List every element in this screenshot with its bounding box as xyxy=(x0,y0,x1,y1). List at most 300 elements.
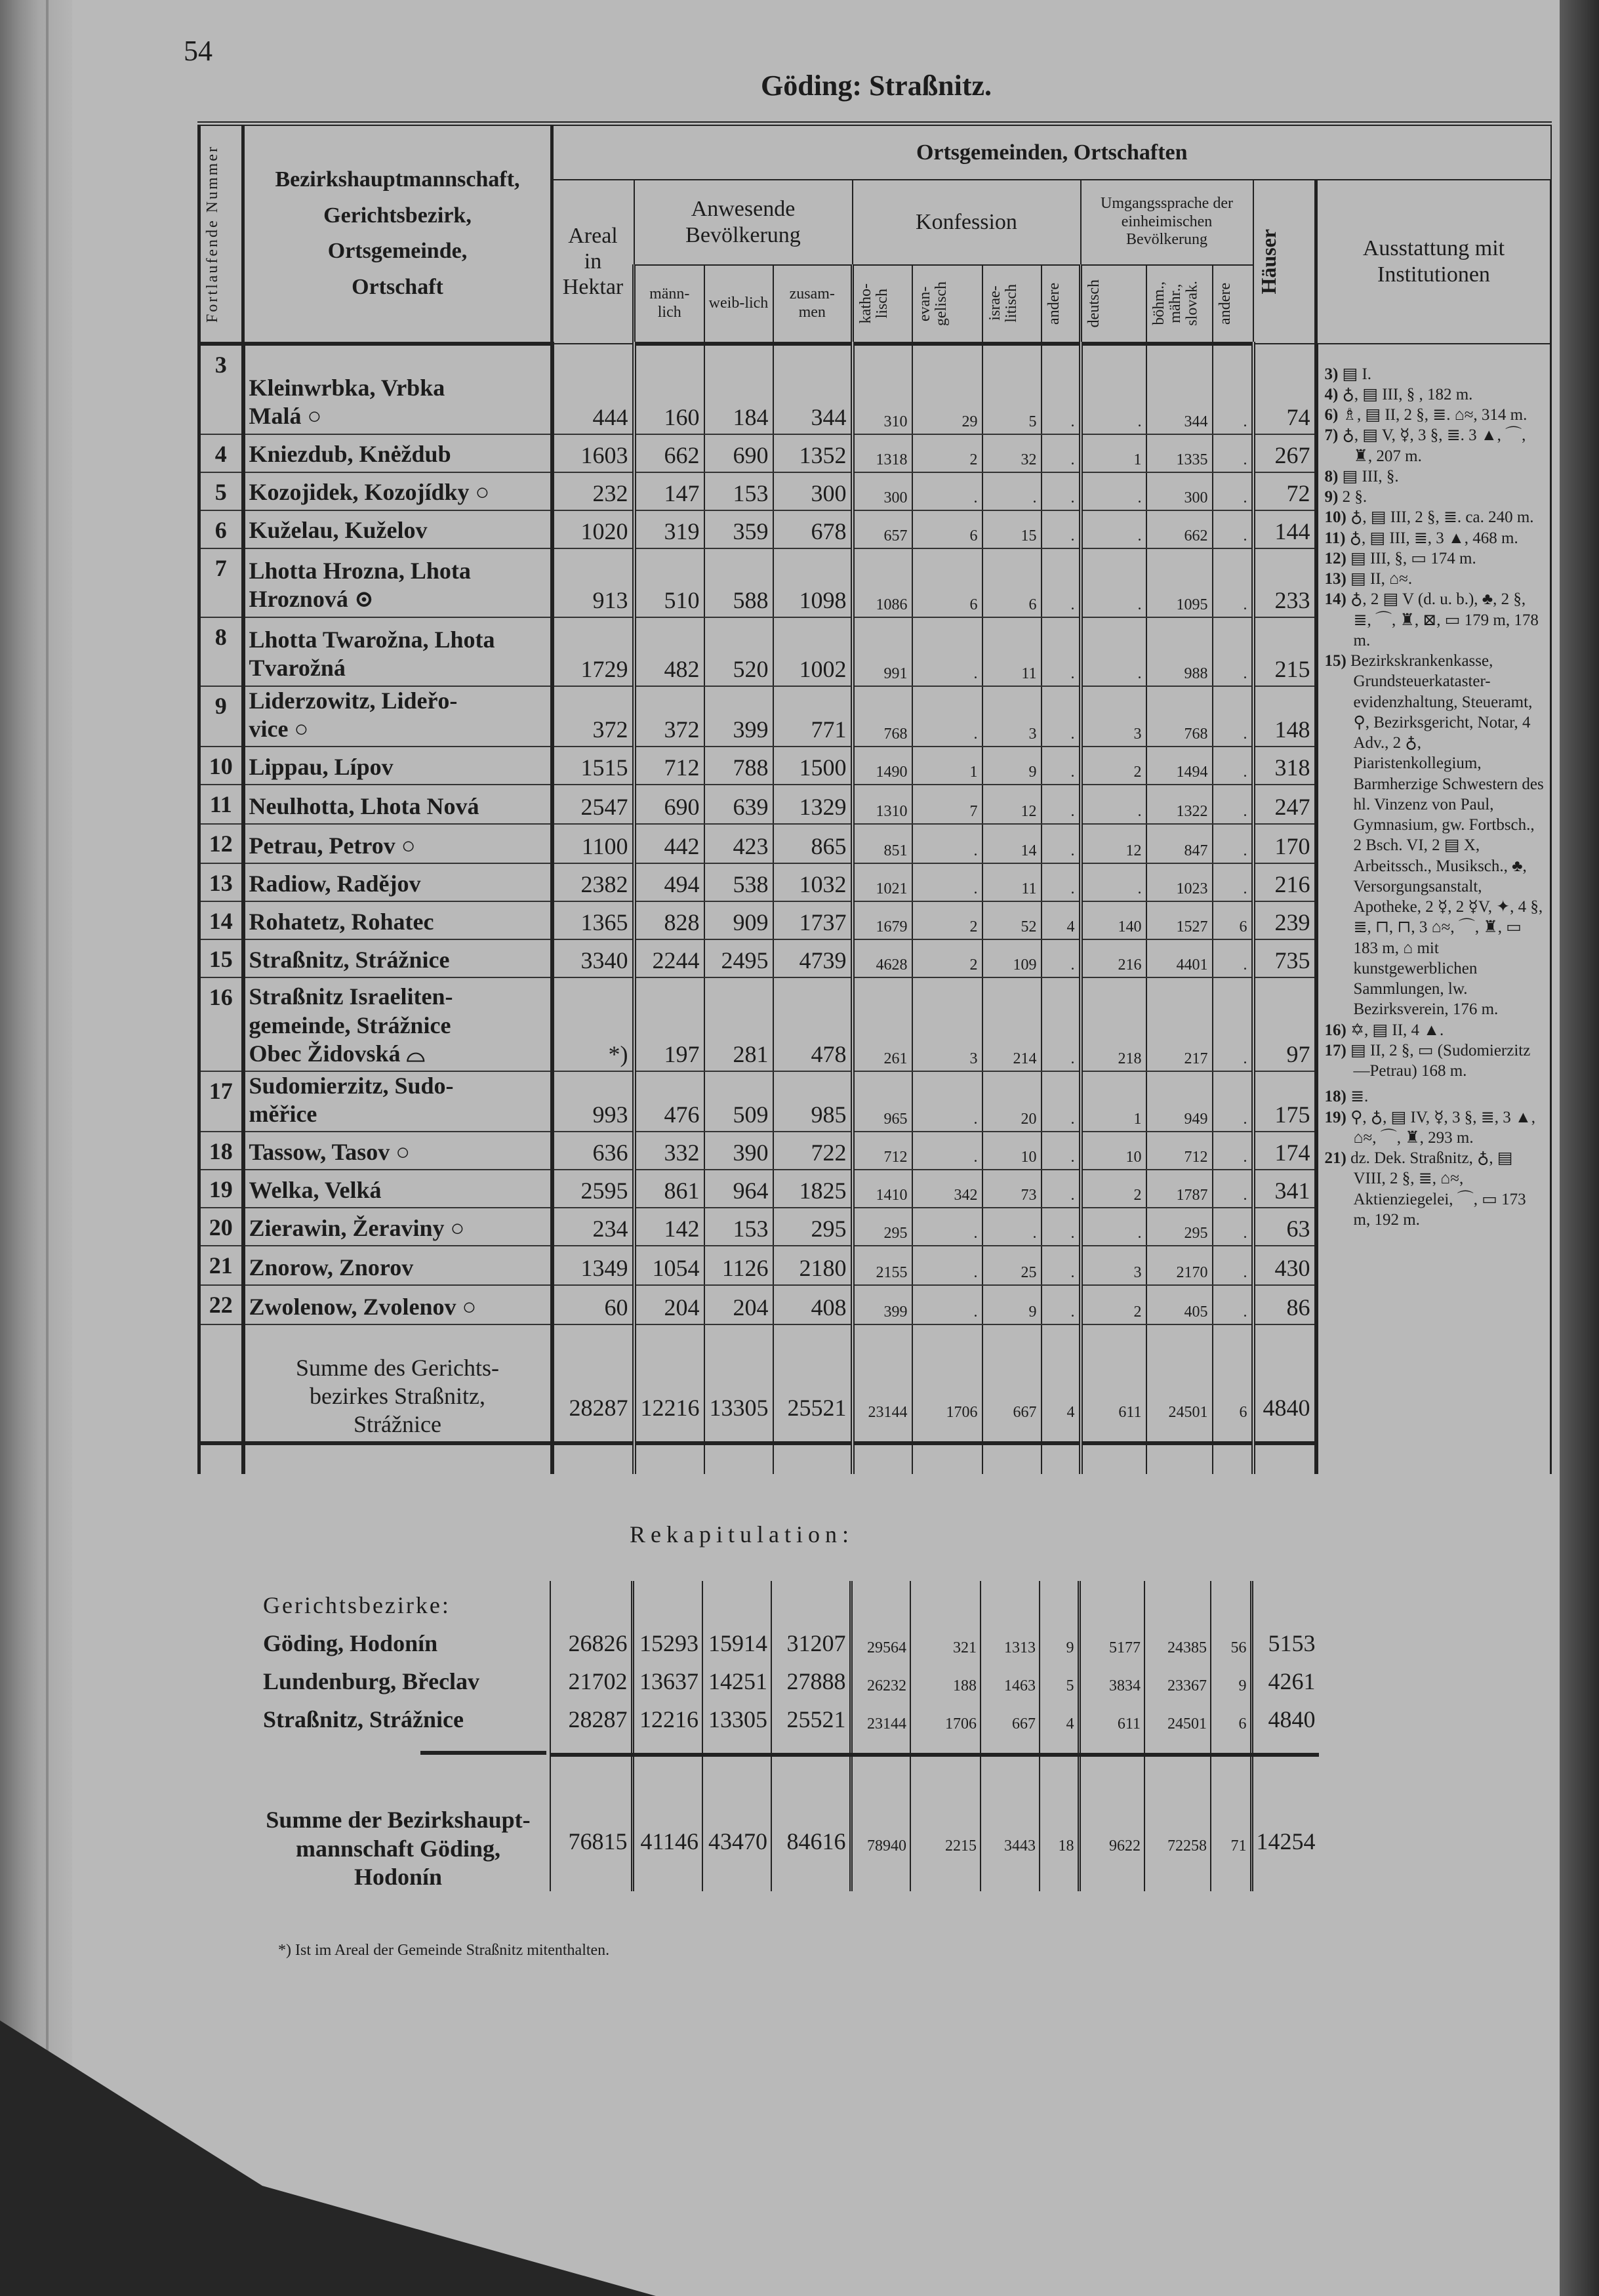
cell-evang: . xyxy=(912,1285,982,1324)
equipment-ref: 17) xyxy=(1324,1041,1346,1059)
cell-w: 639 xyxy=(704,785,773,824)
cell-deu: 3 xyxy=(1081,686,1146,747)
header-equipment: Ausstattung mit Institutionen xyxy=(1316,180,1551,344)
tail-cell xyxy=(1081,1443,1146,1474)
recap-evang: 321 xyxy=(910,1619,981,1657)
cell-areal: *) xyxy=(552,977,634,1071)
cell-houses: 97 xyxy=(1253,977,1316,1071)
cell-evang: 2 xyxy=(912,434,982,472)
page-number: 54 xyxy=(184,35,213,67)
table-row xyxy=(199,344,1551,434)
cell-and2: . xyxy=(1213,824,1253,863)
footnote: *) Ist im Areal der Gemeinde Straßnitz mitenthalten. xyxy=(278,1942,610,1959)
cell-areal: 1729 xyxy=(552,617,634,686)
subheader-label: deutsch xyxy=(1085,279,1103,328)
cell-and: . xyxy=(1042,1071,1081,1132)
place-name: Kozojidek, Kozojídky ○ xyxy=(243,472,552,510)
cell-and: 4 xyxy=(1042,901,1081,939)
cell-deu: 10 xyxy=(1081,1132,1146,1170)
cell-m: 476 xyxy=(634,1071,704,1132)
cell-isr: 32 xyxy=(982,434,1042,472)
cell-and: . xyxy=(1042,686,1081,747)
recap-row xyxy=(197,1619,1319,1657)
recap-label: Summe der Bezirkshaupt- mannschaft Göding, Hodonín xyxy=(266,1807,531,1890)
row-number: 20 xyxy=(199,1208,243,1246)
cell-and2: . xyxy=(1213,1246,1253,1285)
recap-deu xyxy=(1079,1733,1144,1755)
recap-and: 4 xyxy=(1040,1695,1079,1733)
cell-isr: 3 xyxy=(982,686,1042,747)
recap-isr: 1313 xyxy=(981,1619,1040,1657)
equipment-text: Bezirkskrankenkasse, Grundsteuerkataster-evidenzhaltung, Steueramt, ⚲, Bezirksgericht, Notar, 4 Adv., 2 ♁, Piaristenkollegium, Barmherzige Schwestern des hl. Vinzenz von Paul, Gymnasium, gw. Fortbsch., 2 Bsch. VI, 2 ▤ X, Arbeitssch., Musiksch., ♣, Versorgungsanstalt, Apotheke, 2 ☿, 2 ☿V, ✦, 4 §, ≣, ⊓, ⊓, 3 ⌂≈, ⌒, ♜, ▭ 183 m, ⌂ mit kunstgewerblichen Sammlungen, lw. Bezirksverein, 176 m. xyxy=(1350,652,1544,1019)
cell-houses: 63 xyxy=(1253,1208,1316,1246)
cell-isr: 15 xyxy=(982,510,1042,548)
cell-kath: 1086 xyxy=(853,548,912,617)
recap-rule xyxy=(197,1733,1319,1755)
cell-areal: 1349 xyxy=(552,1246,634,1285)
recap-m: 41146 xyxy=(632,1755,702,1891)
recap-kath xyxy=(851,1581,910,1619)
recap-and2: 56 xyxy=(1211,1619,1251,1657)
recap-z xyxy=(771,1733,851,1755)
cell-m: 2244 xyxy=(634,939,704,977)
cell-boh: 662 xyxy=(1146,510,1213,548)
equipment-ref: 10) xyxy=(1324,508,1346,527)
equipment-ref: 16) xyxy=(1324,1021,1346,1039)
cell-kath: 657 xyxy=(853,510,912,548)
place-name: Straßnitz Israeliten- gemeinde, Strážnice Obec Židovská ⌓ xyxy=(243,977,552,1071)
recap-areal: 28287 xyxy=(550,1695,632,1733)
cell-z: 478 xyxy=(773,977,853,1071)
cell-z: 408 xyxy=(773,1285,853,1324)
row-number: 4 xyxy=(199,434,243,472)
recap-label: Lundenburg, Břeclav xyxy=(263,1668,480,1694)
cell-areal: 60 xyxy=(552,1285,634,1324)
recap-kath: 78940 xyxy=(851,1755,910,1891)
tail-cell xyxy=(704,1443,773,1474)
recap-w xyxy=(702,1733,771,1755)
cell-isr: 11 xyxy=(982,863,1042,901)
subheader-cell xyxy=(1213,265,1253,344)
equipment-ref: 18) xyxy=(1324,1088,1346,1106)
place-name: Welka, Velká xyxy=(243,1170,552,1208)
equipment-entry xyxy=(1325,1040,1547,1082)
cell-and: . xyxy=(1042,747,1081,785)
cell-and: . xyxy=(1042,939,1081,977)
cell-boh: 1322 xyxy=(1146,785,1213,824)
row-number: 5 xyxy=(199,472,243,510)
recap-m xyxy=(632,1733,702,1755)
cell-deu: . xyxy=(1081,617,1146,686)
header-group: Ortsgemeinden, Ortschaften xyxy=(552,124,1551,180)
subheader-label: andere xyxy=(1216,282,1234,325)
tail-cell xyxy=(552,1443,634,1474)
cell-w: 204 xyxy=(704,1285,773,1324)
cell-houses: 247 xyxy=(1253,785,1316,824)
place-name: Zierawin, Žeraviny ○ xyxy=(243,1208,552,1246)
cell-and: . xyxy=(1042,510,1081,548)
equipment-text: ⚲, ♁, ▤ IV, ☿, 3 §, ≣, 3 ▲, ⌂≈, ⌒, ♜, 293 m. xyxy=(1350,1108,1535,1147)
recap-boh xyxy=(1144,1581,1211,1619)
equipment-text: ▤ III, §. xyxy=(1342,467,1399,485)
cell-and2: . xyxy=(1213,1170,1253,1208)
cell-m: 372 xyxy=(634,686,704,747)
row-number: 9 xyxy=(199,686,243,747)
cell-z: 1098 xyxy=(773,548,853,617)
cell-and: . xyxy=(1042,472,1081,510)
sum-m: 12216 xyxy=(634,1324,704,1443)
cell-and2: . xyxy=(1213,434,1253,472)
cell-boh: 847 xyxy=(1146,824,1213,863)
place-name: Kleinwrbka, Vrbka Malá ○ xyxy=(243,344,552,434)
recap-and2 xyxy=(1211,1581,1251,1619)
cell-isr: 9 xyxy=(982,1285,1042,1324)
binding-edge xyxy=(46,0,49,2099)
recap-areal: 21702 xyxy=(550,1657,632,1695)
recap-houses: 4840 xyxy=(1251,1695,1319,1733)
cell-w: 399 xyxy=(704,686,773,747)
cell-z: 771 xyxy=(773,686,853,747)
cell-kath: 1310 xyxy=(853,785,912,824)
cell-m: 442 xyxy=(634,824,704,863)
recap-areal: 26826 xyxy=(550,1619,632,1657)
recap-boh xyxy=(1144,1733,1211,1755)
cell-m: 482 xyxy=(634,617,704,686)
recap-and xyxy=(1040,1733,1079,1755)
cell-m: 861 xyxy=(634,1170,704,1208)
cell-deu: . xyxy=(1081,510,1146,548)
cell-deu: . xyxy=(1081,863,1146,901)
header-areal: Areal in Hektar xyxy=(552,180,634,344)
place-name: Lippau, Lípov xyxy=(243,747,552,785)
subheader-label: katho- lisch xyxy=(857,283,891,324)
equipment-ref: 11) xyxy=(1324,529,1346,547)
cell-evang: . xyxy=(912,824,982,863)
cell-and2: . xyxy=(1213,1132,1253,1170)
sum-and: 4 xyxy=(1042,1324,1081,1443)
cell-areal: 2382 xyxy=(552,863,634,901)
recap-evang: 1706 xyxy=(910,1695,981,1733)
cell-and2: . xyxy=(1213,510,1253,548)
cell-kath: 965 xyxy=(853,1071,912,1132)
cell-boh: 988 xyxy=(1146,617,1213,686)
cell-z: 1329 xyxy=(773,785,853,824)
cell-w: 1126 xyxy=(704,1246,773,1285)
cell-isr: 12 xyxy=(982,785,1042,824)
recap-and: 5 xyxy=(1040,1657,1079,1695)
equipment-entry xyxy=(1325,651,1547,1020)
cell-evang: 2 xyxy=(912,901,982,939)
recap-houses xyxy=(1251,1733,1319,1755)
recap-evang: 2215 xyxy=(910,1755,981,1891)
cell-areal: 636 xyxy=(552,1132,634,1170)
cell-and: . xyxy=(1042,1170,1081,1208)
cell-z: 295 xyxy=(773,1208,853,1246)
place-name: Kuželau, Kuželov xyxy=(243,510,552,548)
cell-isr: 10 xyxy=(982,1132,1042,1170)
equipment-ref: 12) xyxy=(1324,549,1346,567)
cell-m: 712 xyxy=(634,747,704,785)
subheader-cell xyxy=(1081,265,1146,344)
cell-evang: . xyxy=(912,1246,982,1285)
recap-w: 15914 xyxy=(702,1619,771,1657)
cell-isr: 73 xyxy=(982,1170,1042,1208)
subheader-cell xyxy=(982,265,1042,344)
place-name: Liderzowitz, Lideřo- vice ○ xyxy=(243,686,552,747)
cell-areal: 993 xyxy=(552,1071,634,1132)
equipment-entry xyxy=(1325,487,1547,507)
cell-kath: 768 xyxy=(853,686,912,747)
equipment-ref: 7) xyxy=(1324,426,1339,445)
recap-evang xyxy=(910,1733,981,1755)
right-page-edge xyxy=(1560,0,1599,2296)
cell-evang: 7 xyxy=(912,785,982,824)
cell-areal: 2547 xyxy=(552,785,634,824)
recap-and2: 6 xyxy=(1211,1695,1251,1733)
cell-z: 344 xyxy=(773,344,853,434)
cell-boh: 295 xyxy=(1146,1208,1213,1246)
recap-boh: 72258 xyxy=(1144,1755,1211,1891)
cell-z: 1500 xyxy=(773,747,853,785)
subheader-label: evan- gelisch xyxy=(916,281,950,326)
recap-houses: 14254 xyxy=(1251,1755,1319,1891)
cell-w: 520 xyxy=(704,617,773,686)
cell-m: 160 xyxy=(634,344,704,434)
header-name: Bezirkshauptmannschaft, Gerichtsbezirk, Ortsgemeinde, Ortschaft xyxy=(243,124,552,344)
tail-cell xyxy=(1146,1443,1213,1474)
cell-boh: 1095 xyxy=(1146,548,1213,617)
recap-total-row xyxy=(197,1755,1319,1891)
equipment-ref: 6) xyxy=(1324,406,1339,424)
recap-isr: 667 xyxy=(981,1695,1040,1733)
cell-evang: . xyxy=(912,472,982,510)
recap-label xyxy=(197,1733,550,1755)
equipment-entry xyxy=(1325,507,1547,527)
recap-z: 84616 xyxy=(771,1755,851,1891)
equipment-text: ♁, ▤ III, 2 §, ≣. ca. 240 m. xyxy=(1350,508,1534,527)
equipment-entry xyxy=(1325,548,1547,569)
subheader-cell xyxy=(853,265,912,344)
cell-boh: 1494 xyxy=(1146,747,1213,785)
cell-and2: . xyxy=(1213,686,1253,747)
equipment-text: ✡, ▤ II, 4 ▲. xyxy=(1350,1021,1444,1039)
cell-deu: . xyxy=(1081,548,1146,617)
place-name: Kniezdub, Knėždub xyxy=(243,434,552,472)
cell-isr: 14 xyxy=(982,824,1042,863)
cell-houses: 174 xyxy=(1253,1132,1316,1170)
cell-isr: 214 xyxy=(982,977,1042,1071)
row-number: 12 xyxy=(199,824,243,863)
cell-boh: 1023 xyxy=(1146,863,1213,901)
cell-kath: 851 xyxy=(853,824,912,863)
equipment-text: ♁, ▤ V, ☿, 3 §, ≣. 3 ▲, ⌒, ♜, 207 m. xyxy=(1342,426,1526,465)
page-binding-shadow xyxy=(0,0,72,2296)
cell-houses: 735 xyxy=(1253,939,1316,977)
cell-areal: 232 xyxy=(552,472,634,510)
cell-isr: 11 xyxy=(982,617,1042,686)
recap-kath: 29564 xyxy=(851,1619,910,1657)
equipment-text: ▤ III, §, ▭ 174 m. xyxy=(1350,549,1476,567)
cell-boh: 1527 xyxy=(1146,901,1213,939)
sum-evang: 1706 xyxy=(912,1324,982,1443)
row-number: 6 xyxy=(199,510,243,548)
cell-and2: . xyxy=(1213,1208,1253,1246)
recap-w: 14251 xyxy=(702,1657,771,1695)
cell-and: . xyxy=(1042,824,1081,863)
subheader-label: männ-lich xyxy=(649,285,690,321)
recap-z: 27888 xyxy=(771,1657,851,1695)
recap-heading-row xyxy=(197,1581,1319,1619)
cell-kath: 1410 xyxy=(853,1170,912,1208)
equipment-entry xyxy=(1325,1107,1547,1149)
cell-houses: 267 xyxy=(1253,434,1316,472)
equipment-ref: 3) xyxy=(1324,365,1339,383)
cell-and: . xyxy=(1042,617,1081,686)
cell-areal: 1100 xyxy=(552,824,634,863)
equipment-ref: 14) xyxy=(1324,590,1346,609)
cell-areal: 234 xyxy=(552,1208,634,1246)
cell-w: 509 xyxy=(704,1071,773,1132)
recap-label: Göding, Hodonín xyxy=(263,1630,438,1656)
subheader-cell xyxy=(912,265,982,344)
cell-z: 722 xyxy=(773,1132,853,1170)
cell-areal: 372 xyxy=(552,686,634,747)
cell-and: . xyxy=(1042,434,1081,472)
equipment-text: ♁, ▤ III, ≣, 3 ▲, 468 m. xyxy=(1349,529,1518,547)
recap-isr xyxy=(981,1733,1040,1755)
tail-cell xyxy=(243,1443,552,1474)
cell-deu: 1 xyxy=(1081,434,1146,472)
equipment-text: ♁, 2 ▤ V (d. u. b.), ♣, 2 §, ≣, ⌒, ♜, ⊠, ▭ 179 m, 178 m. xyxy=(1350,590,1539,649)
sum-isr: 667 xyxy=(982,1324,1042,1443)
equipment-text: ▤ II, 2 §, ▭ (Sudomierzitz—Petrau) 168 m. xyxy=(1350,1041,1531,1080)
row-number: 8 xyxy=(199,617,243,686)
row-number: 10 xyxy=(199,747,243,785)
statistics-table xyxy=(197,121,1552,1474)
equipment-entry xyxy=(1325,1086,1547,1107)
cell-kath: 1490 xyxy=(853,747,912,785)
scan-shadow xyxy=(0,2020,656,2296)
equipment-ref: 8) xyxy=(1324,467,1339,485)
running-head: Göding: Straßnitz. xyxy=(761,70,992,102)
recap-and: 18 xyxy=(1040,1755,1079,1891)
cell-z: 1002 xyxy=(773,617,853,686)
recap-evang: 188 xyxy=(910,1657,981,1695)
place-name: Lhotta Hrozna, Lhota Hroznová ⊙ xyxy=(243,548,552,617)
subheader-label: böhm., mähr., slovak. xyxy=(1150,281,1200,326)
recap-areal xyxy=(550,1733,632,1755)
row-number: 22 xyxy=(199,1285,243,1324)
tail-cell xyxy=(853,1443,912,1474)
row-number-empty xyxy=(199,1324,243,1443)
recap-deu: 611 xyxy=(1079,1695,1144,1733)
equipment-ref: 21) xyxy=(1324,1149,1346,1167)
cell-w: 588 xyxy=(704,548,773,617)
cell-boh: 300 xyxy=(1146,472,1213,510)
row-number: 18 xyxy=(199,1132,243,1170)
equipment-entry xyxy=(1325,1148,1547,1230)
cell-m: 494 xyxy=(634,863,704,901)
cell-w: 909 xyxy=(704,901,773,939)
header-houses: Häuser xyxy=(1256,228,1280,295)
equipment-entry xyxy=(1325,364,1547,384)
cell-z: 1032 xyxy=(773,863,853,901)
cell-houses: 233 xyxy=(1253,548,1316,617)
cell-evang: . xyxy=(912,863,982,901)
tail-cell xyxy=(634,1443,704,1474)
sum-deu: 611 xyxy=(1081,1324,1146,1443)
cell-and2: . xyxy=(1213,617,1253,686)
equipment-entry xyxy=(1325,528,1547,548)
tail-cell xyxy=(1253,1443,1316,1474)
cell-isr: 25 xyxy=(982,1246,1042,1285)
cell-areal: 1603 xyxy=(552,434,634,472)
cell-m: 197 xyxy=(634,977,704,1071)
subheader-cell xyxy=(704,265,773,344)
recap-evang xyxy=(910,1581,981,1619)
subheader-cell xyxy=(1146,265,1213,344)
cell-areal: 1365 xyxy=(552,901,634,939)
cell-isr: 9 xyxy=(982,747,1042,785)
row-number: 15 xyxy=(199,939,243,977)
cell-areal: 1515 xyxy=(552,747,634,785)
row-number: 14 xyxy=(199,901,243,939)
recap-kath xyxy=(851,1733,910,1755)
cell-areal: 913 xyxy=(552,548,634,617)
recap-kath: 26232 xyxy=(851,1657,910,1695)
cell-areal: 2595 xyxy=(552,1170,634,1208)
cell-boh: 2170 xyxy=(1146,1246,1213,1285)
cell-and2: . xyxy=(1213,939,1253,977)
cell-and2: . xyxy=(1213,472,1253,510)
place-name: Rohatetz, Rohatec xyxy=(243,901,552,939)
cell-houses: 341 xyxy=(1253,1170,1316,1208)
cell-and2: . xyxy=(1213,977,1253,1071)
cell-deu: . xyxy=(1081,785,1146,824)
row-number: 3 xyxy=(199,344,243,434)
cell-m: 690 xyxy=(634,785,704,824)
cell-and2: . xyxy=(1213,785,1253,824)
cell-z: 300 xyxy=(773,472,853,510)
cell-w: 184 xyxy=(704,344,773,434)
equipment-entry xyxy=(1325,405,1547,425)
cell-w: 359 xyxy=(704,510,773,548)
cell-deu: 2 xyxy=(1081,1170,1146,1208)
row-number: 11 xyxy=(199,785,243,824)
tail-cell xyxy=(1042,1443,1081,1474)
cell-evang: 6 xyxy=(912,510,982,548)
tail-cell xyxy=(912,1443,982,1474)
recap-areal: 76815 xyxy=(550,1755,632,1891)
cell-m: 142 xyxy=(634,1208,704,1246)
recap-isr xyxy=(981,1581,1040,1619)
recap-and2: 71 xyxy=(1211,1755,1251,1891)
cell-deu: . xyxy=(1081,472,1146,510)
subheader-cell xyxy=(1042,265,1081,344)
header-confession: Konfession xyxy=(853,180,1081,265)
equipment-ref: 9) xyxy=(1324,488,1339,506)
cell-isr: 109 xyxy=(982,939,1042,977)
cell-m: 510 xyxy=(634,548,704,617)
cell-deu: 218 xyxy=(1081,977,1146,1071)
cell-m: 662 xyxy=(634,434,704,472)
recap-isr: 3443 xyxy=(981,1755,1040,1891)
cell-deu: . xyxy=(1081,344,1146,434)
tail-cell xyxy=(199,1443,243,1474)
cell-kath: 2155 xyxy=(853,1246,912,1285)
cell-and: . xyxy=(1042,1132,1081,1170)
place-name: Sudomierzitz, Sudo- měřice xyxy=(243,1071,552,1132)
